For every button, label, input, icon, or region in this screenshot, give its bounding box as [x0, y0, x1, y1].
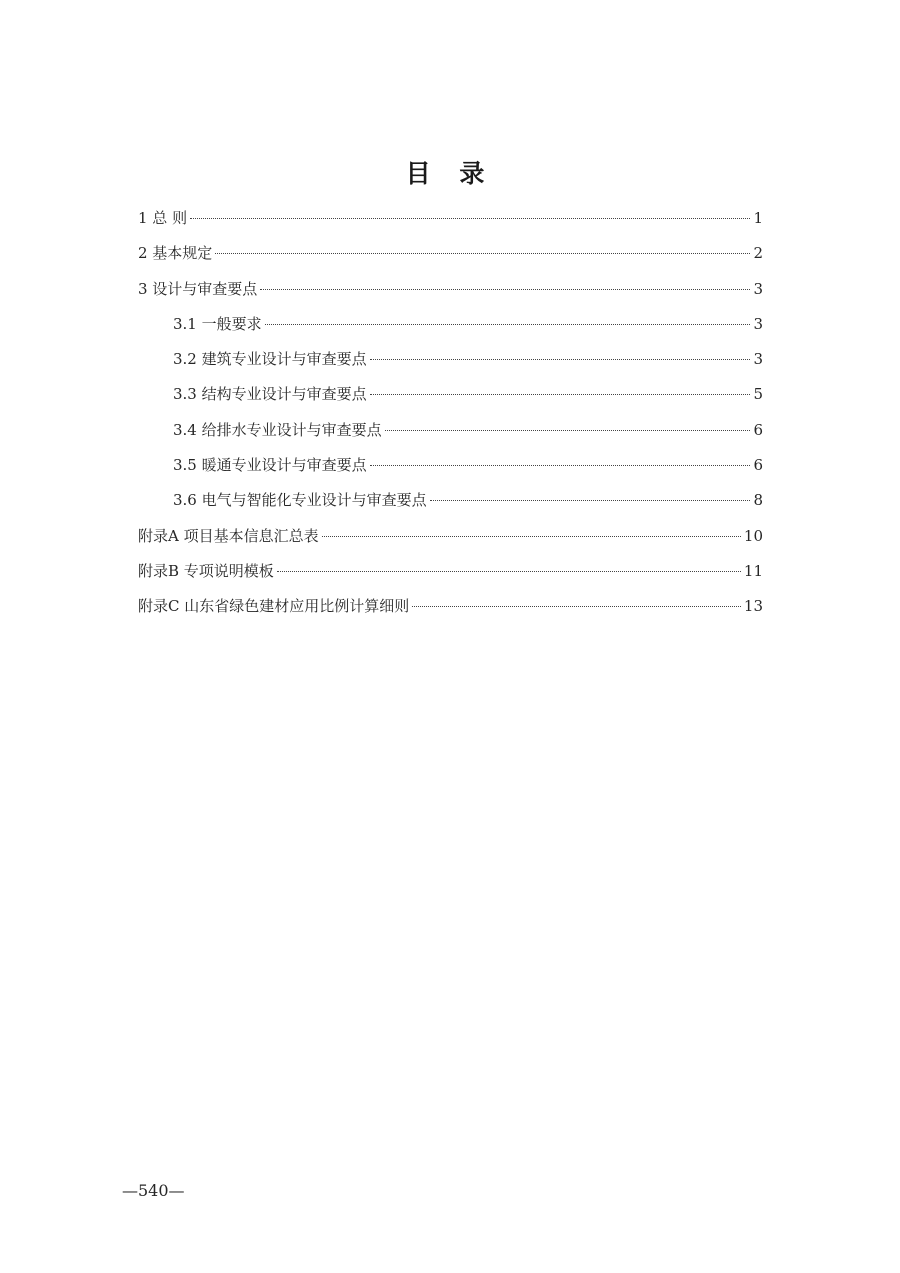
dot-leader: [370, 359, 751, 360]
toc-entry-label: 3.1 一般要求: [173, 314, 262, 333]
dot-leader: [430, 500, 751, 501]
toc-entry-label: 3.3 结构专业设计与审查要点: [173, 385, 367, 404]
toc-entry-page: 3: [753, 279, 763, 298]
toc-entry-label: 2 基本规定: [138, 244, 213, 263]
toc-entry-label: 3.6 电气与智能化专业设计与审查要点: [173, 491, 427, 510]
dot-leader: [215, 253, 750, 254]
dot-leader: [322, 536, 741, 537]
toc-entry-page: 11: [743, 561, 763, 580]
toc-entry-label: 3 设计与审查要点: [138, 279, 258, 298]
toc-entry-page: 13: [743, 597, 763, 616]
dot-leader: [277, 571, 741, 572]
toc-entry-page: 3: [753, 350, 763, 369]
toc-subentry[interactable]: [138, 453, 763, 488]
page-title: 目 录: [405, 159, 495, 188]
dot-leader: [265, 324, 751, 325]
dot-leader: [385, 430, 751, 431]
dot-leader: [370, 394, 751, 395]
toc-entry-label: 附录C 山东省绿色建材应用比例计算细则: [138, 597, 410, 616]
toc-entry[interactable]: [138, 241, 763, 276]
toc-entry-page: 2: [753, 244, 763, 263]
toc-entry[interactable]: [138, 559, 763, 594]
toc-entry[interactable]: [138, 594, 763, 629]
toc-entry-label: 附录A 项目基本信息汇总表: [138, 526, 319, 545]
dot-leader: [412, 606, 741, 607]
toc-entry-label: 1 总 则: [138, 209, 188, 227]
dot-leader: [190, 218, 750, 219]
toc-subentry[interactable]: [138, 418, 763, 453]
toc-entry-page: 5: [753, 385, 763, 404]
toc-subentry[interactable]: [138, 382, 763, 417]
toc-entry-label: 附录B 专项说明模板: [138, 561, 274, 580]
toc-entry-page: 3: [753, 314, 763, 333]
toc-entry-label: 3.2 建筑专业设计与审查要点: [173, 350, 367, 369]
toc-entry-page: 8: [753, 491, 763, 510]
toc-entry-page: 6: [753, 456, 763, 475]
toc-entry-label: 3.4 给排水专业设计与审查要点: [173, 420, 382, 439]
toc-entry[interactable]: [138, 206, 763, 241]
toc-subentry[interactable]: [138, 312, 763, 347]
toc-entry[interactable]: [138, 524, 763, 559]
toc-subentry[interactable]: [138, 347, 763, 382]
toc-entry-label: 3.5 暖通专业设计与审查要点: [173, 456, 367, 475]
dot-leader: [370, 465, 751, 466]
toc-entry[interactable]: [138, 277, 763, 312]
dot-leader: [260, 289, 750, 290]
table-of-contents: [138, 206, 763, 630]
toc-entry-page: 10: [743, 526, 763, 545]
toc-entry-page: 1: [753, 209, 763, 227]
page-number: —540—: [122, 1181, 185, 1200]
toc-entry-page: 6: [753, 420, 763, 439]
toc-subentry[interactable]: [138, 488, 763, 523]
